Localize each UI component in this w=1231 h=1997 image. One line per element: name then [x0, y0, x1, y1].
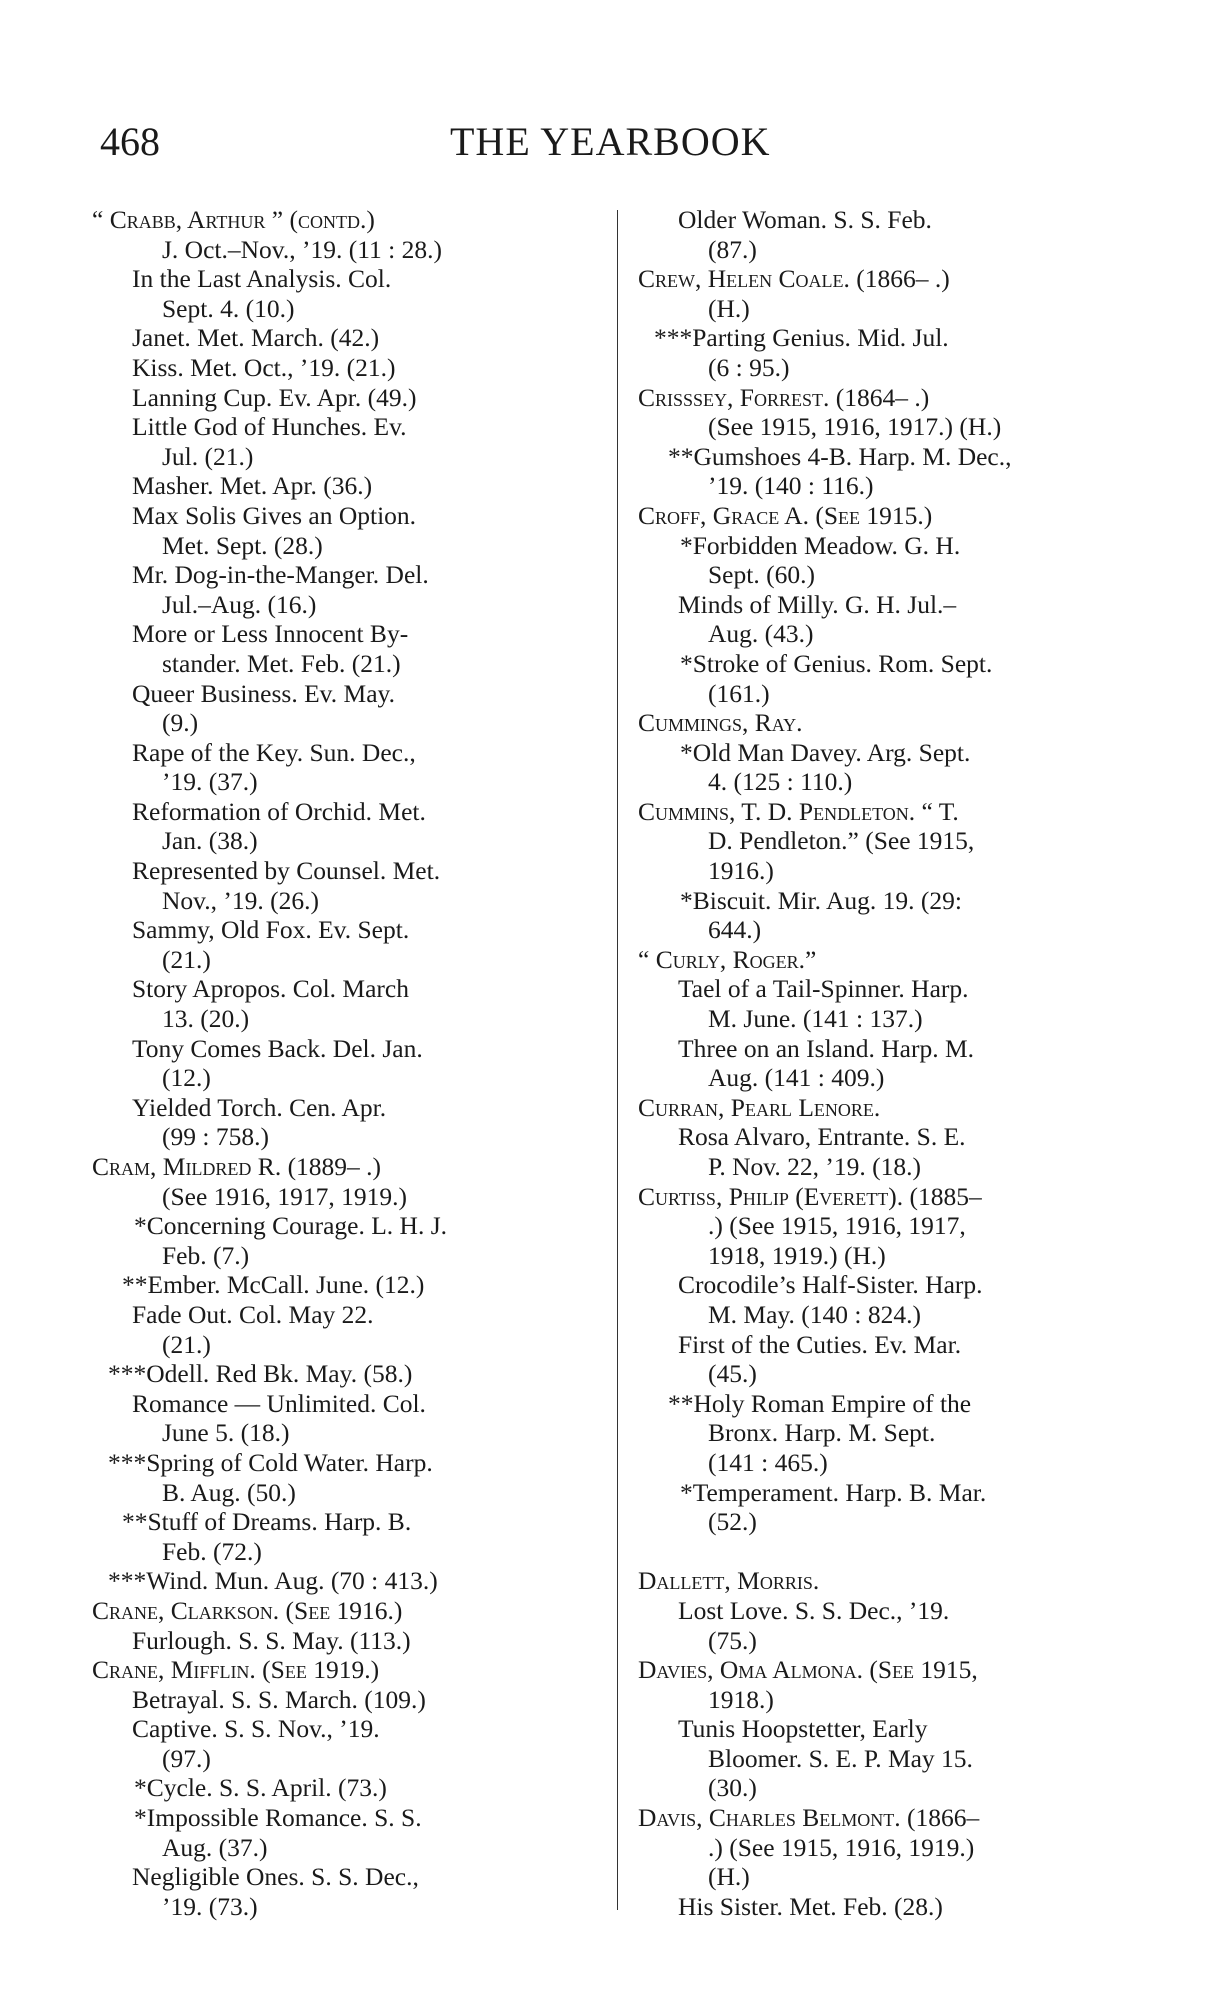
page-title: THE YEARBOOK — [450, 119, 771, 164]
entry-line: ’19. (140 : 116.) — [708, 471, 874, 501]
author-heading: Cram, Mildred R. (1889– .) — [92, 1152, 382, 1181]
entry-line: B. Aug. (50.) — [162, 1477, 296, 1507]
entry-line: Bloomer. S. E. P. May 15. — [708, 1743, 973, 1773]
entry-line: Fade Out. Col. May 22. — [132, 1299, 374, 1329]
entry-line: M. June. (141 : 137.) — [708, 1004, 923, 1034]
left-column — [92, 205, 602, 1921]
entry-line: (52.) — [708, 1507, 757, 1537]
entry-line: 1918, 1919.) (H.) — [708, 1240, 886, 1270]
entry-line: *Concerning Courage. L. H. J. — [134, 1211, 448, 1241]
author-heading: Crew, Helen Coale. (1866– .) — [638, 264, 950, 294]
entry-line: (30.) — [708, 1773, 757, 1803]
page-header — [0, 118, 1231, 178]
entry-line: P. Nov. 22, ’19. (18.) — [708, 1152, 921, 1181]
entry-line: Yielded Torch. Cen. Apr. — [132, 1092, 387, 1122]
author-heading: Cummins, T. D. Pendleton. “ T. — [638, 796, 959, 826]
entry-line: More or Less Innocent By- — [132, 619, 409, 649]
entry-line: (75.) — [708, 1625, 757, 1655]
entry-line: 13. (20.) — [162, 1004, 250, 1034]
entry-line: First of the Cuties. Ev. Mar. — [678, 1329, 962, 1359]
page-number: 468 — [100, 119, 160, 164]
entry-line: Rosa Alvaro, Entrante. S. E. — [678, 1122, 966, 1152]
entry-line: (141 : 465.) — [708, 1447, 828, 1477]
entry-line: Tael of a Tail-Spinner. Harp. — [678, 974, 969, 1004]
entry-line: Sammy, Old Fox. Ev. Sept. — [132, 915, 410, 945]
entry-line: Represented by Counsel. Met. — [132, 856, 441, 886]
entry-line: Jan. (38.) — [162, 826, 258, 856]
entry-line: Little God of Hunches. Ev. — [132, 412, 407, 442]
author-heading: “ Crabb, Arthur ” (contd.) — [92, 205, 375, 234]
entry-line: (87.) — [708, 234, 757, 264]
entry-line: Minds of Milly. G. H. Jul.– — [678, 589, 957, 619]
entry-line: .) (See 1915, 1916, 1917, — [708, 1211, 966, 1241]
entry-line: Sept. 4. (10.) — [162, 293, 295, 323]
entry-line: (H.) — [708, 293, 750, 323]
entry-line: Aug. (141 : 409.) — [708, 1063, 885, 1093]
entry-line: (12.) — [162, 1063, 211, 1093]
entry-line: Furlough. S. S. May. (113.) — [132, 1625, 411, 1655]
entry-line: June 5. (18.) — [162, 1418, 290, 1448]
entry-line: D. Pendleton.” (See 1915, — [708, 826, 975, 856]
author-heading: Crane, Clarkson. (See 1916.) — [92, 1595, 403, 1625]
author-heading: Curran, Pearl Lenore. — [638, 1092, 881, 1122]
entry-line: (See 1916, 1917, 1919.) — [162, 1181, 408, 1211]
entry-line: Story Apropos. Col. March — [132, 974, 409, 1004]
entry-line: Negligible Ones. S. S. Dec., — [132, 1862, 419, 1892]
entry-line: (99 : 758.) — [162, 1122, 269, 1152]
author-heading: Curtiss, Philip (Everett). (1885– — [638, 1181, 982, 1211]
author-heading: Davies, Oma Almona. (See 1915, — [638, 1655, 978, 1685]
entry-line: Romance — Unlimited. Col. — [132, 1388, 426, 1418]
column-divider — [617, 210, 618, 1910]
entry-line: 1918.) — [708, 1684, 774, 1714]
entry-line: (161.) — [708, 678, 770, 708]
entry-line: *Forbidden Meadow. G. H. — [680, 530, 961, 560]
entry-line: **Stuff of Dreams. Harp. B. — [122, 1507, 412, 1537]
entry-line: Met. Sept. (28.) — [162, 530, 323, 560]
entry-line: Lost Love. S. S. Dec., ’19. — [678, 1595, 950, 1625]
author-heading: Dallett, Morris. — [638, 1566, 820, 1596]
entry-line: (See 1915, 1916, 1917.) (H.) — [708, 412, 1002, 442]
blank-line — [638, 1537, 1140, 1567]
entry-line: Max Solis Gives an Option. — [132, 500, 417, 530]
entry-line: In the Last Analysis. Col. — [132, 264, 392, 294]
entry-line: Jul.–Aug. (16.) — [162, 589, 317, 619]
entry-line: Betrayal. S. S. March. (109.) — [132, 1684, 426, 1714]
entry-line: Three on an Island. Harp. M. — [678, 1033, 974, 1063]
entry-line: Queer Business. Ev. May. — [132, 678, 395, 708]
entry-line: stander. Met. Feb. (21.) — [162, 648, 401, 678]
entry-line: Kiss. Met. Oct., ’19. (21.) — [132, 352, 396, 382]
right-column — [638, 205, 1140, 1921]
entry-line: *Stroke of Genius. Rom. Sept. — [680, 648, 993, 678]
entry-line: *Temperament. Harp. B. Mar. — [680, 1477, 987, 1507]
entry-line: 644.) — [708, 915, 762, 945]
entry-line: His Sister. Met. Feb. (28.) — [678, 1891, 943, 1921]
entry-line: **Gumshoes 4-B. Harp. M. Dec., — [668, 441, 1012, 471]
entry-line: Sept. (60.) — [708, 560, 815, 590]
entry-line: J. Oct.–Nov., ’19. (11 : 28.) — [162, 234, 442, 264]
entry-line: Tunis Hoopstetter, Early — [678, 1714, 928, 1744]
entry-line: (9.) — [162, 708, 199, 738]
entry-line: **Holy Roman Empire of the — [668, 1388, 972, 1418]
entry-line: *Cycle. S. S. April. (73.) — [134, 1773, 387, 1803]
entry-line: **Ember. McCall. June. (12.) — [122, 1270, 425, 1300]
entry-line: (H.) — [708, 1862, 750, 1892]
entry-line: Feb. (72.) — [162, 1536, 262, 1566]
entry-line: Lanning Cup. Ev. Apr. (49.) — [132, 382, 417, 412]
entry-line: ***Spring of Cold Water. Harp. — [108, 1447, 433, 1477]
entry-line: Jul. (21.) — [162, 441, 254, 471]
entry-line: (21.) — [162, 944, 211, 974]
entry-line: *Biscuit. Mir. Aug. 19. (29: — [680, 885, 962, 915]
entry-line: *Impossible Romance. S. S. — [134, 1803, 422, 1833]
author-heading: Cummings, Ray. — [638, 708, 803, 738]
entry-line: Feb. (7.) — [162, 1240, 250, 1270]
entry-line: Aug. (37.) — [162, 1832, 268, 1862]
entry-line: *Old Man Davey. Arg. Sept. — [680, 737, 971, 767]
entry-line: 4. (125 : 110.) — [708, 767, 853, 797]
entry-line: ’19. (37.) — [162, 767, 258, 797]
entry-line: Reformation of Orchid. Met. — [132, 796, 426, 826]
author-heading: Davis, Charles Belmont. (1866– — [638, 1803, 980, 1833]
entry-line: Janet. Met. March. (42.) — [132, 323, 380, 353]
author-heading: Crane, Mifflin. (See 1919.) — [92, 1655, 380, 1685]
entry-line: (97.) — [162, 1743, 211, 1773]
entry-line: Nov., ’19. (26.) — [162, 885, 319, 915]
entry-line: Older Woman. S. S. Feb. — [678, 205, 932, 234]
entry-line: Captive. S. S. Nov., ’19. — [132, 1714, 380, 1744]
entry-line: ***Wind. Mun. Aug. (70 : 413.) — [108, 1566, 438, 1596]
entry-line: ***Odell. Red Bk. May. (58.) — [108, 1359, 413, 1389]
entry-line: (45.) — [708, 1359, 757, 1389]
entry-line: Mr. Dog-in-the-Manger. Del. — [132, 560, 429, 590]
entry-line: Tony Comes Back. Del. Jan. — [132, 1033, 423, 1063]
entry-line: .) (See 1915, 1916, 1919.) — [708, 1832, 975, 1862]
entry-line: Crocodile’s Half-Sister. Harp. — [678, 1270, 983, 1300]
entry-line: (6 : 95.) — [708, 352, 790, 382]
entry-line: ***Parting Genius. Mid. Jul. — [654, 323, 949, 353]
author-heading: Croff, Grace A. (See 1915.) — [638, 500, 933, 530]
entry-line: Bronx. Harp. M. Sept. — [708, 1418, 936, 1448]
entry-line: Masher. Met. Apr. (36.) — [132, 471, 373, 501]
author-heading: Crisssey, Forrest. (1864– .) — [638, 382, 930, 412]
author-heading: “ Curly, Roger.” — [638, 944, 817, 974]
entry-line: Rape of the Key. Sun. Dec., — [132, 737, 416, 767]
entry-line: ’19. (73.) — [162, 1891, 258, 1921]
entry-line: M. May. (140 : 824.) — [708, 1299, 921, 1329]
entry-line: 1916.) — [708, 856, 774, 886]
entry-line: Aug. (43.) — [708, 619, 814, 649]
entry-line: (21.) — [162, 1329, 211, 1359]
